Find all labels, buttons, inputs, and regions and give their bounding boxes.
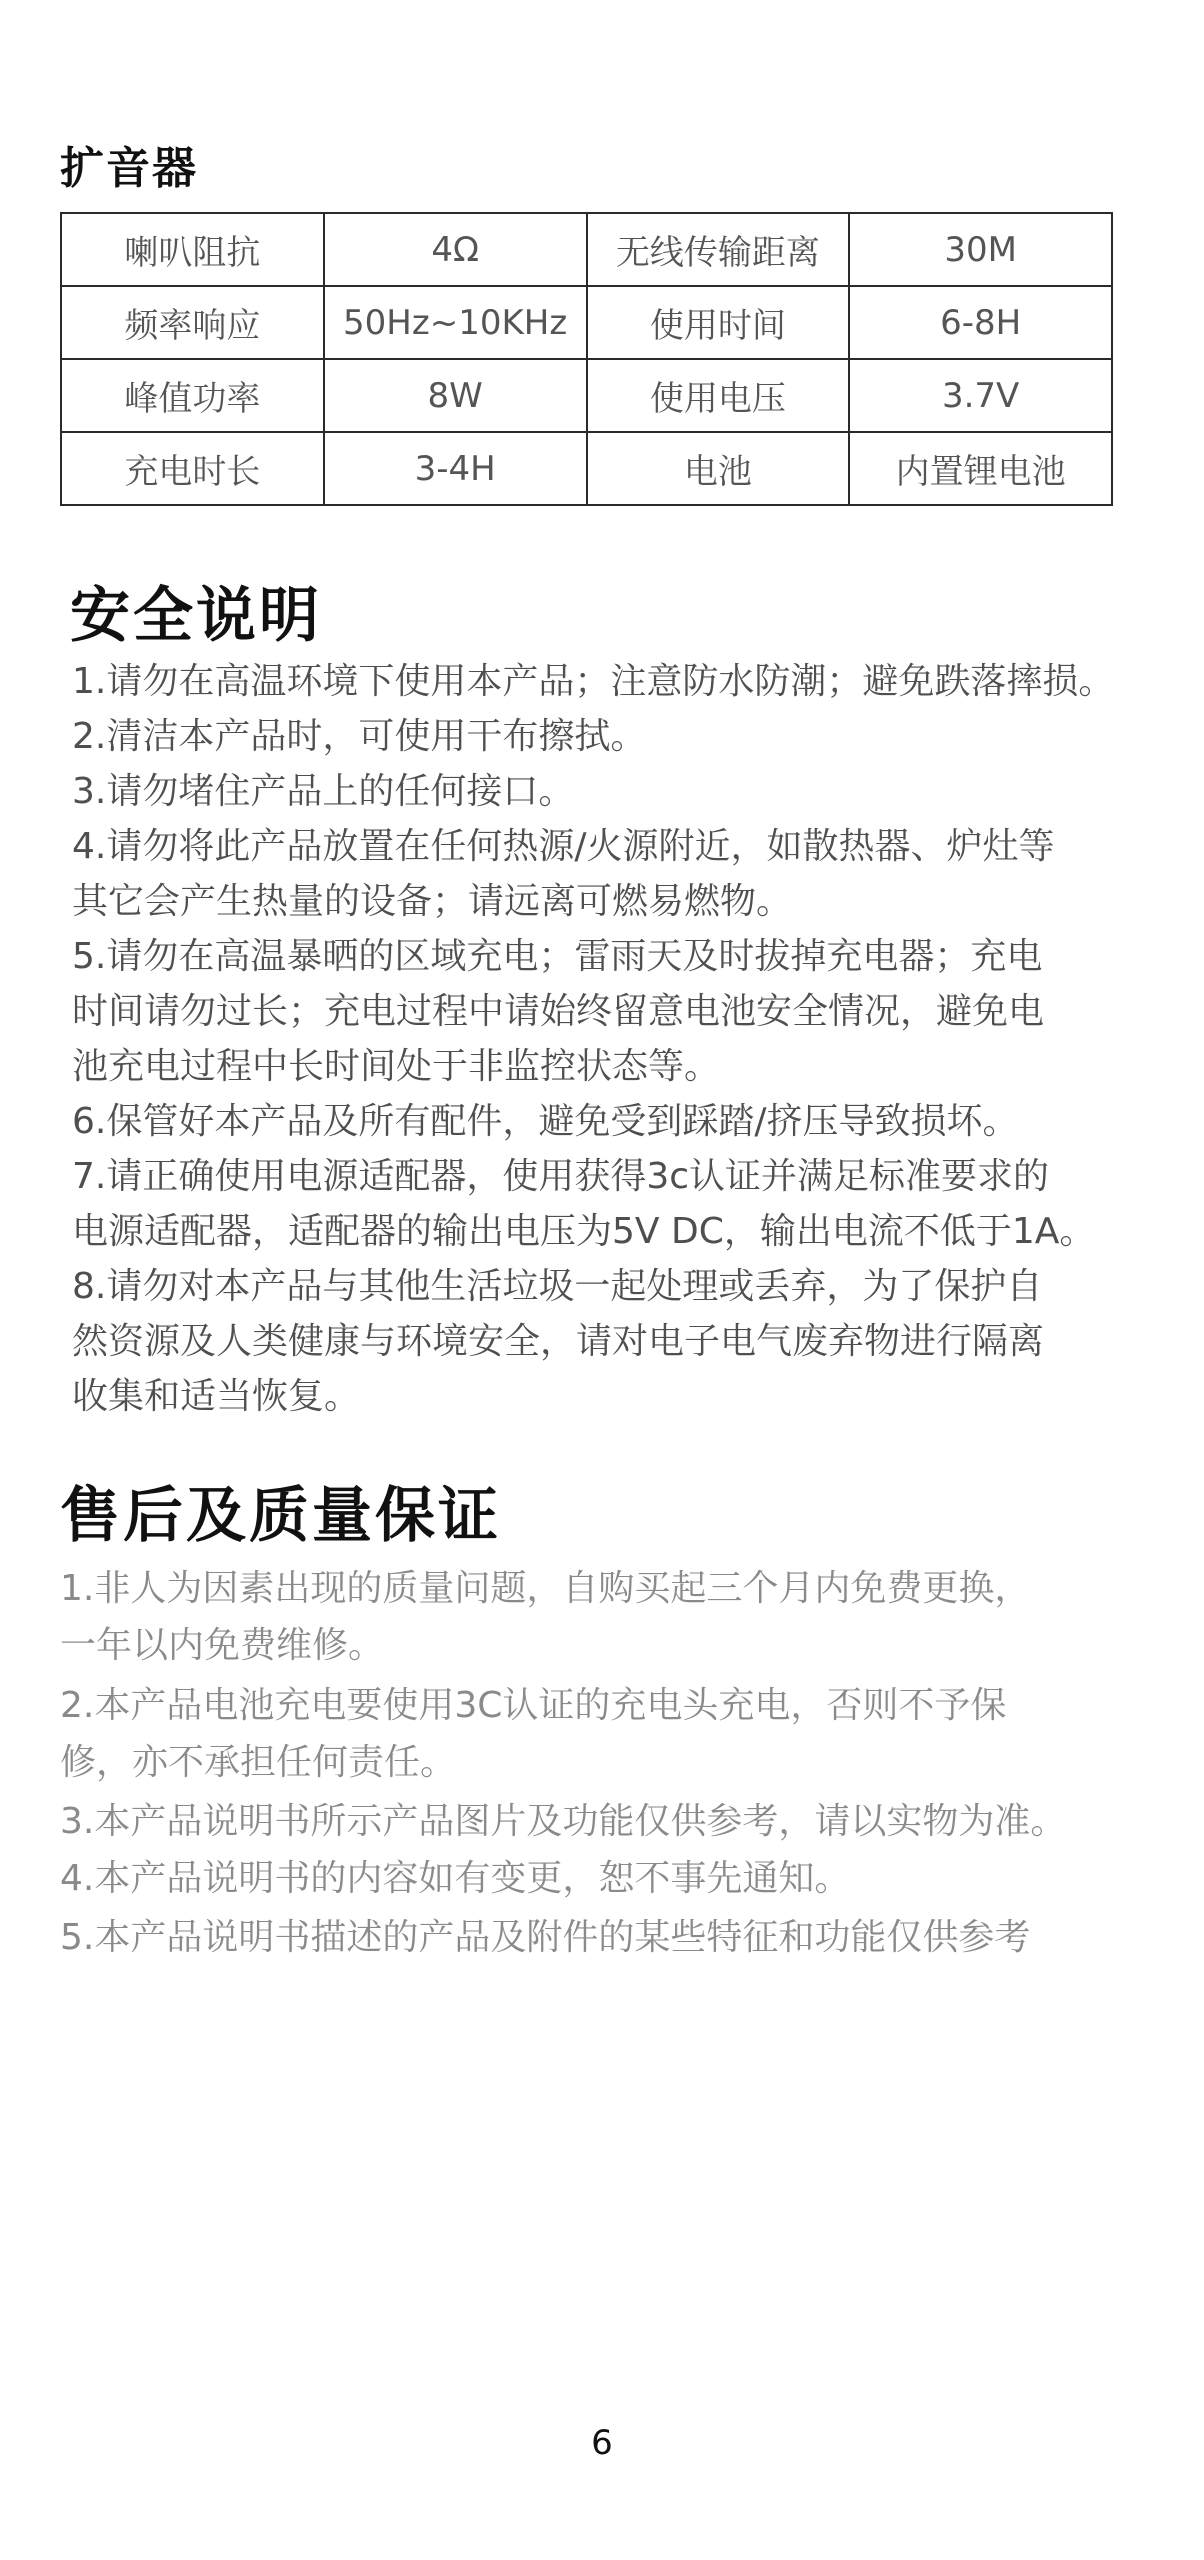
safety-line: 其它会产生热量的设备；请远离可燃易燃物。 [72, 881, 793, 922]
safety-line: 池充电过程中长时间处于非监控状态等。 [72, 1046, 721, 1087]
warranty-line: 5.本产品说明书描述的产品及附件的某些特征和功能仅供参考 [60, 1917, 1031, 1958]
safety-line: 5.请勿在高温暴晒的区域充电；雷雨天及时拔掉充电器；充电 [72, 936, 1043, 977]
safety-line: 电源适配器，适配器的输出电压为5V DC，输出电流不低于1A。 [72, 1211, 1096, 1252]
safety-line: 收集和适当恢复。 [72, 1376, 361, 1417]
spec-label: 使用电压 [587, 359, 850, 432]
page-number: 6 [591, 2423, 613, 2463]
spec-value: 8W [324, 359, 587, 432]
safety-line: 1.请勿在高温环境下使用本产品；注意防水防潮；避免跌落摔损。 [72, 661, 1115, 702]
safety-line: 8.请勿对本产品与其他生活垃圾一起处理或丢弃，为了保护自 [72, 1266, 1043, 1307]
safety-line: 7.请正确使用电源适配器，使用获得3c认证并满足标准要求的 [72, 1156, 1050, 1197]
warranty-line: 4.本产品说明书的内容如有变更，恕不事先通知。 [60, 1858, 851, 1899]
warranty-section-title: 售后及质量保证 [60, 1481, 501, 1551]
speaker-spec-table [60, 212, 1113, 506]
table-row [61, 432, 1112, 505]
spec-value: 30M [849, 213, 1112, 286]
safety-section-title: 安全说明 [70, 581, 322, 651]
speaker-section-title: 扩音器 [60, 143, 198, 194]
table-row [61, 359, 1112, 432]
spec-value: 3-4H [324, 432, 587, 505]
spec-label: 喇叭阻抗 [61, 213, 324, 286]
table-row [61, 213, 1112, 286]
warranty-line: 3.本产品说明书所示产品图片及功能仅供参考，请以实物为准。 [60, 1801, 1067, 1842]
table-row [61, 286, 1112, 359]
spec-value: 50Hz~10KHz [324, 286, 587, 359]
warranty-line: 1.非人为因素出现的质量问题，自购买起三个月内免费更换， [60, 1568, 1031, 1609]
spec-label: 频率响应 [61, 286, 324, 359]
spec-value: 内置锂电池 [849, 432, 1112, 505]
spec-label: 电池 [587, 432, 850, 505]
spec-label: 峰值功率 [61, 359, 324, 432]
safety-line: 时间请勿过长；充电过程中请始终留意电池安全情况，避免电 [72, 991, 1045, 1032]
spec-value: 6-8H [849, 286, 1112, 359]
warranty-line: 修，亦不承担任何责任。 [60, 1742, 457, 1783]
safety-line: 3.请勿堵住产品上的任何接口。 [72, 771, 575, 812]
safety-line: 2.清洁本产品时，可使用干布擦拭。 [72, 716, 647, 757]
safety-line: 6.保管好本产品及所有配件，避免受到踩踏/挤压导致损坏。 [72, 1101, 1019, 1142]
spec-label: 无线传输距离 [587, 213, 850, 286]
spec-label: 充电时长 [61, 432, 324, 505]
safety-line: 然资源及人类健康与环境安全，请对电子电气废弃物进行隔离 [72, 1321, 1045, 1362]
safety-line: 4.请勿将此产品放置在任何热源/火源附近，如散热器、炉灶等 [72, 826, 1055, 867]
spec-label: 使用时间 [587, 286, 850, 359]
spec-value: 4Ω [324, 213, 587, 286]
warranty-line: 一年以内免费维修。 [60, 1625, 385, 1666]
spec-value: 3.7V [849, 359, 1112, 432]
warranty-line: 2.本产品电池充电要使用3C认证的充电头充电，否则不予保 [60, 1685, 1007, 1726]
